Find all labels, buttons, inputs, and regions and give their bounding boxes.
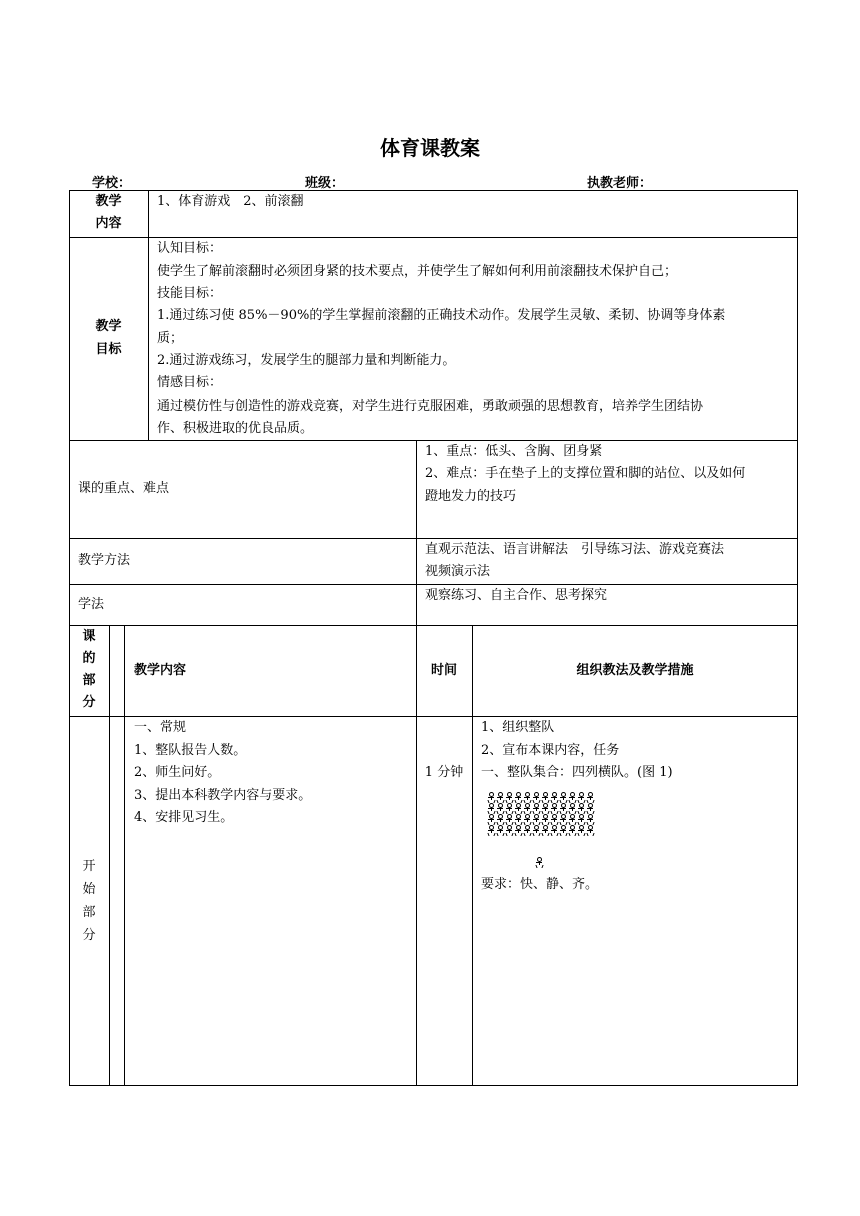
student-icon (487, 792, 495, 803)
objective-line: 通过模仿性与创造性的游戏竞赛，对学生进行克服困难，勇敢顽强的思想教育，培养学生团结协 (157, 399, 704, 414)
student-icon (568, 792, 576, 803)
student-icon (505, 803, 513, 814)
content-value: 1、体育游戏 2、前滚翻 (157, 194, 304, 209)
learning-label: 学法 (78, 597, 105, 612)
student-icon (523, 803, 531, 814)
objective-line: 使学生了解前滚翻时必须团身紧的技术要点，并使学生了解如何利用前滚翻技术保护自己； (157, 264, 678, 279)
objective-line: 1.通过练习使 85%－90%的学生掌握前滚翻的正确技术动作。发展学生灵敏、柔韧、协调等身体素 (157, 308, 726, 323)
student-icon (577, 825, 585, 836)
student-icon (550, 814, 558, 825)
student-icon (541, 825, 549, 836)
content-label-1: 教学 (95, 194, 122, 209)
formation-row (487, 803, 594, 814)
student-icon (577, 814, 585, 825)
formation-row (487, 792, 594, 803)
teacher-label: 执教老师： (587, 176, 653, 191)
student-icon (577, 803, 585, 814)
start-org-line: 一、整队集合：四列横队。(图 1) (481, 765, 673, 780)
objective-line: 技能目标： (157, 286, 223, 301)
student-icon (496, 792, 504, 803)
school-label: 学校： (92, 176, 132, 191)
part-header-char: 部 (82, 673, 96, 688)
student-icon (577, 792, 585, 803)
student-icon (532, 825, 540, 836)
student-icon (487, 803, 495, 814)
start-part-char: 部 (82, 905, 96, 920)
content-label-2: 内容 (95, 216, 122, 231)
content-header: 教学内容 (134, 663, 187, 678)
student-icon (514, 792, 522, 803)
formation-row (487, 825, 594, 836)
key-point-line: 蹬地发力的技巧 (425, 489, 517, 504)
key-point-line: 2、难点：手在垫子上的支撑位置和脚的站位、以及如何 (425, 466, 746, 481)
student-icon (541, 814, 549, 825)
student-icon (541, 792, 549, 803)
student-icon (568, 825, 576, 836)
student-icon (496, 814, 504, 825)
student-icon (550, 792, 558, 803)
formation-row (487, 814, 594, 825)
methods-line: 直观示范法、语言讲解法 引导练习法、游戏竞赛法 (425, 542, 725, 557)
student-icon (487, 814, 495, 825)
student-icon (586, 825, 594, 836)
part-header-char: 分 (82, 695, 96, 710)
student-icon (568, 803, 576, 814)
key-points-label: 课的重点、难点 (78, 481, 170, 496)
objectives-label-1: 教学 (95, 319, 122, 334)
student-icon (505, 814, 513, 825)
organization-header: 组织教法及教学措施 (576, 663, 694, 678)
student-icon (523, 792, 531, 803)
start-part-char: 开 (82, 859, 96, 874)
start-content-line: 3、提出本科教学内容与要求。 (134, 788, 312, 803)
student-icon (514, 814, 522, 825)
objective-line: 认知目标： (157, 241, 223, 256)
student-icon (532, 803, 540, 814)
page-title: 体育课教案 (380, 136, 480, 160)
start-content-line: 4、安排见习生。 (134, 810, 234, 825)
student-icon (514, 825, 522, 836)
student-icon (496, 825, 504, 836)
start-org-line: 1、组织整队 (481, 720, 555, 735)
start-content-line: 1、整队报告人数。 (134, 743, 247, 758)
student-icon (505, 792, 513, 803)
formation-figure (487, 792, 594, 836)
start-content-line: 一、常规 (134, 720, 187, 735)
student-icon (514, 803, 522, 814)
objective-line: 质； (157, 331, 184, 346)
start-org-line: 2、宣布本课内容，任务 (481, 743, 620, 758)
student-icon (496, 803, 504, 814)
objective-line: 2.通过游戏练习，发展学生的腿部力量和判断能力。 (157, 353, 456, 368)
student-icon (532, 792, 540, 803)
methods-line: 视频演示法 (425, 564, 491, 579)
class-label: 班级： (305, 176, 345, 191)
part-header-char: 课 (82, 629, 96, 644)
student-icon (559, 792, 567, 803)
student-icon (541, 803, 549, 814)
key-point-line: 1、重点：低头、含胸、团身紧 (425, 444, 603, 459)
student-icon (550, 825, 558, 836)
teacher-figure (535, 857, 543, 868)
student-icon (505, 825, 513, 836)
objective-line: 作、积极进取的优良品质。 (157, 421, 314, 436)
student-icon (487, 825, 495, 836)
student-icon (550, 803, 558, 814)
student-icon (523, 814, 531, 825)
start-content-line: 2、师生问好。 (134, 765, 221, 780)
student-icon (586, 792, 594, 803)
objectives-label-2: 目标 (95, 342, 122, 357)
student-icon (523, 825, 531, 836)
start-part-char: 始 (82, 882, 96, 897)
start-part-char: 分 (82, 928, 96, 943)
learning-value: 观察练习、自主合作、思考探究 (425, 588, 608, 603)
student-icon (559, 814, 567, 825)
start-time: 1 分钟 (424, 765, 464, 780)
requirement-text: 要求：快、静、齐。 (481, 877, 599, 892)
student-icon (532, 814, 540, 825)
student-icon (586, 803, 594, 814)
objective-line: 情感目标： (157, 375, 223, 390)
student-icon (586, 814, 594, 825)
methods-label: 教学方法 (78, 553, 131, 568)
time-header: 时间 (430, 663, 457, 678)
part-header-char: 的 (82, 651, 96, 666)
student-icon (559, 803, 567, 814)
student-icon (559, 825, 567, 836)
student-icon (568, 814, 576, 825)
